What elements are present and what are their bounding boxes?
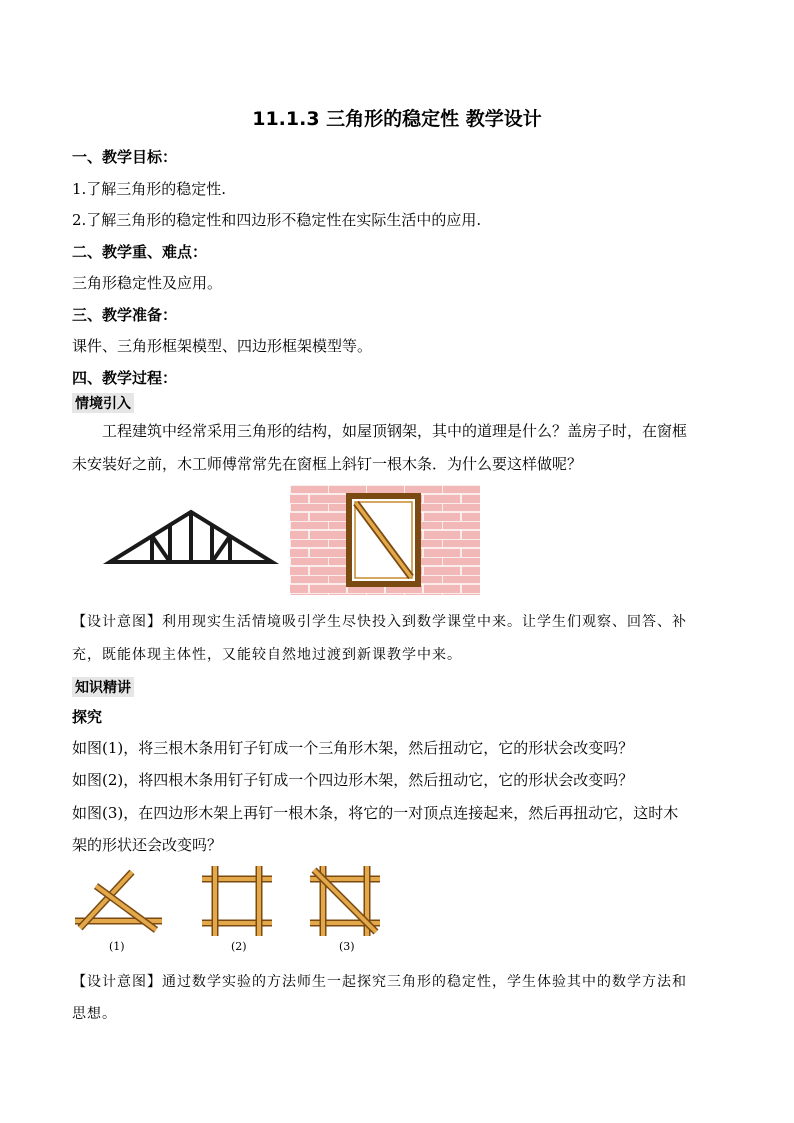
design-intent-1-line2: 充，既能体现主体性，又能较自然地过渡到新课教学中来。 [72, 647, 462, 663]
knowledge-tag: 知识精讲 [72, 677, 134, 697]
roof-truss-icon [108, 508, 274, 566]
section-process-heading: 四、教学过程： [72, 369, 178, 387]
design-intent-1-line1: 【设计意图】利用现实生活情境吸引学生尽快投入到数学课堂中来。让学生们观察、回答、补 [72, 614, 687, 630]
section-objectives-heading: 一、教学目标： [72, 148, 178, 166]
wood-triangle-icon [72, 868, 167, 938]
section-preparation-heading: 三、教学准备： [72, 306, 178, 324]
page-title: 11.1.3 三角形的稳定性 教学设计 [252, 108, 542, 130]
design-intent-2-line2: 思想。 [72, 1006, 117, 1022]
explore-paragraph-2: 如图(2)，将四根木条用钉子钉成一个四边形木架，然后扭动它，它的形状会改变吗？ [72, 771, 634, 789]
explore-paragraph-3-line1: 如图(3)，在四边形木架上再钉一根木条，将它的一对顶点连接起来，然后再扭动它，这时木 [72, 804, 679, 822]
design-intent-2-line1: 【设计意图】通过数学实验的方法师生一起探究三角形的稳定性，学生体验其中的数学方法和 [72, 974, 687, 990]
explore-paragraph-3-line2: 架的形状还会改变吗？ [72, 836, 223, 854]
figure-caption-3: (3) [339, 940, 355, 953]
figure-caption-2: (2) [231, 940, 247, 953]
section-keypoints-heading: 二、教学重、难点： [72, 243, 208, 261]
preparation-text: 课件、三角形框架模型、四边形框架模型等。 [72, 337, 373, 355]
wood-square-icon [202, 866, 272, 936]
keypoints-text: 三角形稳定性及应用。 [72, 274, 223, 292]
intro-tag: 情境引入 [72, 393, 134, 413]
figure-caption-1: (1) [109, 940, 125, 953]
explore-paragraph-1: 如图(1)，将三根木条用钉子钉成一个三角形木架，然后扭动它，它的形状会改变吗？ [72, 739, 634, 757]
brick-wall-window-icon [290, 485, 480, 595]
explore-heading: 探究 [72, 708, 103, 726]
intro-paragraph-line2: 未安装好之前，木工师傅常常先在窗框上斜钉一根木条．为什么要这样做呢？ [72, 455, 583, 473]
intro-paragraph-line1: 工程建筑中经常采用三角形的结构，如屋顶钢架，其中的道理是什么？盖房子时，在窗框 [102, 422, 688, 440]
objective-item-2: 2.了解三角形的稳定性和四边形不稳定性在实际生活中的应用. [72, 211, 482, 229]
objective-item-1: 1.了解三角形的稳定性. [72, 180, 227, 198]
wood-square-diagonal-icon [310, 866, 380, 936]
